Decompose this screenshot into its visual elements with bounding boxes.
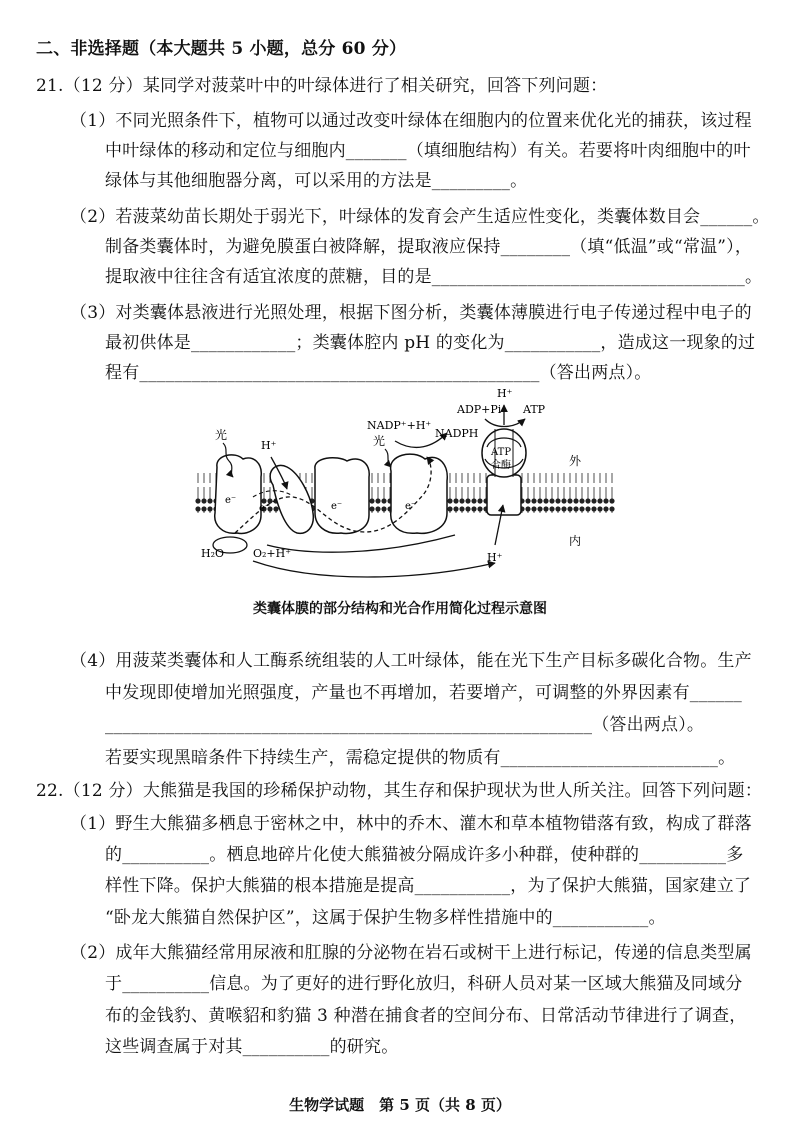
q21-part4-line2: 中发现即使增加光照强度，产量也不再增加，若要增产，可调整的外界因素有______ [105, 683, 742, 703]
diagram-caption: 类囊体膜的部分结构和光合作用简化过程示意图 [253, 601, 547, 617]
o2-label: O₂+H⁺ [253, 547, 292, 560]
nadp-label: NADP⁺+H⁺ [367, 419, 432, 432]
q22-part2-line2: 于__________信息。为了更好的进行野化放归，科研人员对某一区域大熊猫及同域分 [105, 974, 743, 994]
h-plus-label-atp: H⁺ [497, 387, 513, 400]
page-footer: 生物学试题 第 5 页（共 8 页） [289, 1096, 511, 1114]
q22-part2-line4: 这些调查属于对其__________的研究。 [105, 1037, 399, 1057]
atp-synthase-base [487, 475, 521, 515]
outside-label: 外 [569, 454, 582, 468]
light-label-2: 光 [373, 434, 386, 448]
q22-part2-line3: 布的金钱豹、黄喉貂和豹猫 3 种潜在捕食者的空间分布、日常活动节律进行了调查， [105, 1006, 747, 1026]
photosystem-1 [391, 454, 448, 533]
q21-part2-line1: （2）若菠菜幼苗长期处于弱光下，叶绿体的发育会产生适应性变化，类囊体数目会______。 [70, 207, 770, 227]
q21-part1-line2: 中叶绿体的移动和定位与细胞内_______（填细胞结构）有关。若要将叶肉细胞中的叶 [105, 141, 751, 161]
photosystem-2 [215, 455, 262, 534]
q21-part3-line2: 最初供体是____________；类囊体腔内 pH 的变化为___________，造成这一现象的过 [105, 333, 756, 353]
atp-synthase-label-1: ATP [491, 447, 512, 458]
thylakoid-membrane-diagram [195, 385, 615, 600]
h2o-label: H₂O [201, 547, 225, 560]
q22-part1-line3: 样性下降。保护大熊猫的根本措施是提高___________，为了保护大熊猫，国家建立了 [105, 876, 752, 896]
q21-part4-line3: ________________________________________________________（答出两点）。 [105, 715, 705, 735]
electron-label-4: e⁻ [405, 501, 417, 512]
inside-label: 内 [569, 534, 582, 548]
nadph-label: NADPH [435, 427, 479, 440]
question-21-stem: 21.（12 分）某同学对菠菜叶中的叶绿体进行了相关研究，回答下列问题： [36, 76, 608, 96]
atp-label: ATP [523, 403, 546, 416]
q21-part4-line1: （4）用菠菜类囊体和人工酶系统组装的人工叶绿体，能在光下生产目标多碳化合物。生产 [70, 651, 752, 671]
h-plus-label-top: H⁺ [261, 439, 277, 452]
section-heading: 二、非选择题（本大题共 5 小题，总分 60 分） [36, 39, 407, 59]
q21-part3-line1: （3）对类囊体悬液进行光照处理，根据下图分析，类囊体薄膜进行电子传递过程中电子的 [70, 303, 752, 323]
q22-part2-line1: （2）成年大熊猫经常用尿液和肛腺的分泌物在岩石或树干上进行标记，传递的信息类型属 [70, 943, 752, 963]
electron-label-1: e⁻ [225, 495, 237, 506]
q21-part3-line3: 程有______________________________________________（答出两点）。 [105, 363, 652, 383]
q22-part1-line2: 的__________。栖息地碎片化使大熊猫被分隔成许多小种群，使种群的__________多 [105, 845, 744, 865]
q21-part2-line2: 制备类囊体时，为避免膜蛋白被降解，提取液应保持________（填“低温”或“常温”）， [105, 237, 753, 257]
adp-pi-label: ADP+Pi [457, 403, 502, 416]
atp-synthase-label-2: 合酶 [491, 460, 511, 471]
q21-part1-line3: 绿体与其他细胞器分离，可以采用的方法是_________。 [105, 171, 528, 191]
cytochrome-complex [315, 458, 369, 534]
q21-part2-line3: 提取液中往往含有适宜浓度的蔗糖，目的是____________________________________。 [105, 267, 763, 287]
q22-part1-line1: （1）野生大熊猫多栖息于密林之中，林中的乔木、灌木和草本植物错落有致，构成了群落 [70, 814, 752, 834]
q21-part1-line1: （1）不同光照条件下，植物可以通过改变叶绿体在细胞内的位置来优化光的捕获，该过程 [70, 111, 752, 131]
h-plus-label-bottom: H⁺ [487, 551, 503, 564]
q22-part1-line4: “卧龙大熊猫自然保护区”，这属于保护生物多样性措施中的___________。 [105, 908, 666, 928]
light-label-1: 光 [215, 428, 228, 442]
electron-label-3: e⁻ [331, 501, 343, 512]
q21-part4-line4: 若要实现黑暗条件下持续生产，需稳定提供的物质有_________________________。 [105, 748, 736, 768]
question-22-stem: 22.（12 分）大熊猫是我国的珍稀保护动物，其生存和保护现状为世人所关注。回答下列问题： [36, 781, 763, 801]
electron-label-2: e⁻ [259, 503, 271, 514]
